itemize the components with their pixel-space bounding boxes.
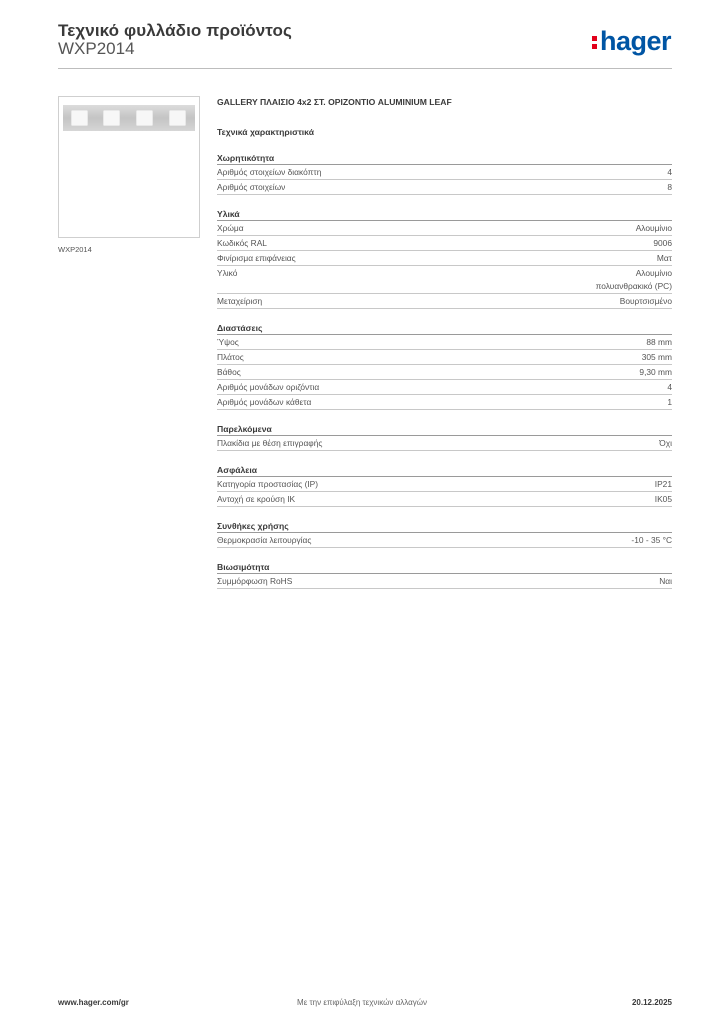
- spec-row: [217, 380, 672, 395]
- spec-label: Αριθμός μονάδων οριζόντια: [217, 382, 320, 392]
- spec-section: [217, 208, 672, 309]
- product-name: GALLERY ΠΛΑΙΣΙΟ 4x2 ΣΤ. ΟΡΙΖΟΝΤΙΟ ALUMINIUM LEAF: [217, 97, 452, 107]
- spec-sections: [217, 152, 672, 589]
- spec-section: [217, 423, 672, 451]
- spec-label: Πλάτος: [217, 352, 244, 362]
- spec-label: Χρώμα: [217, 223, 244, 233]
- spec-row: [217, 492, 672, 507]
- spec-section: [217, 561, 672, 589]
- frame-opening: [71, 110, 88, 126]
- section-title: Βιωσιμότητα: [217, 561, 672, 574]
- spec-label: Θερμοκρασία λειτουργίας: [217, 535, 312, 545]
- spec-row: [217, 165, 672, 180]
- footer-disclaimer: Με την επιφύλαξη τεχνικών αλλαγών: [297, 998, 427, 1007]
- spec-label: Φινίρισμα επιφάνειας: [217, 253, 296, 263]
- spec-value: IK05: [654, 494, 672, 504]
- spec-row: [217, 533, 672, 548]
- spec-value: 9,30 mm: [639, 367, 672, 377]
- spec-value: Ματ: [656, 253, 672, 263]
- spec-value: Αλουμίνιο: [635, 223, 672, 233]
- section-title: Παρελκόμενα: [217, 423, 672, 436]
- spec-row: [217, 335, 672, 350]
- spec-label: Αντοχή σε κρούση IK: [217, 494, 296, 504]
- spec-section: [217, 464, 672, 507]
- product-code: WXP2014: [58, 39, 135, 58]
- spec-row: [217, 436, 672, 451]
- spec-label: Αριθμός στοιχείων: [217, 182, 286, 192]
- frame-opening: [136, 110, 153, 126]
- spec-row: [217, 365, 672, 380]
- spec-label: Αριθμός στοιχείων διακόπτη: [217, 167, 322, 177]
- spec-row: [217, 180, 672, 195]
- spec-row: [217, 251, 672, 266]
- frame-plate-illustration: [63, 105, 195, 131]
- document-title: Τεχνικό φυλλάδιο προϊόντος: [58, 21, 292, 40]
- spec-label: Αριθμός μονάδων κάθετα: [217, 397, 312, 407]
- spec-row: [217, 477, 672, 492]
- product-image: [58, 96, 200, 238]
- spec-value: 4: [667, 382, 672, 392]
- spec-row: [217, 574, 672, 589]
- spec-value: 9006: [653, 238, 672, 248]
- image-caption: WXP2014: [58, 245, 92, 254]
- spec-value: Αλουμίνιο πολυανθρακικό (PC): [595, 268, 672, 291]
- section-title: Υλικά: [217, 208, 672, 221]
- spec-value: Ναι: [659, 576, 672, 586]
- spec-section: [217, 152, 672, 195]
- spec-value: 1: [667, 397, 672, 407]
- spec-label: Μεταχείριση: [217, 296, 263, 306]
- spec-value: Όχι: [659, 438, 672, 448]
- spec-value: IP21: [654, 479, 672, 489]
- spec-value: 8: [667, 182, 672, 192]
- spec-section: [217, 520, 672, 548]
- spec-value: 88 mm: [646, 337, 672, 347]
- frame-opening: [169, 110, 186, 126]
- spec-row: [217, 395, 672, 410]
- spec-section: [217, 322, 672, 410]
- spec-label: Υλικό: [217, 268, 238, 278]
- spec-label: Κωδικός RAL: [217, 238, 267, 248]
- hager-logo: [592, 26, 671, 56]
- spec-value: 305 mm: [641, 352, 672, 362]
- spec-label: Ύψος: [217, 337, 239, 347]
- header-divider: [58, 68, 672, 69]
- spec-label: Κατηγορία προστασίας (IP): [217, 479, 319, 489]
- specs-subtitle: Τεχνικά χαρακτηριστικά: [217, 127, 314, 137]
- spec-row: [217, 266, 672, 294]
- logo-dots-icon: [592, 33, 598, 52]
- frame-opening: [103, 110, 120, 126]
- spec-value: 4: [667, 167, 672, 177]
- footer-date: 20.12.2025: [631, 998, 672, 1007]
- spec-label: Συμμόρφωση RoHS: [217, 576, 293, 586]
- spec-row: [217, 221, 672, 236]
- spec-row: [217, 294, 672, 309]
- spec-label: Βάθος: [217, 367, 241, 377]
- specifications: [217, 95, 672, 589]
- spec-label: Πλακίδια με θέση επιγραφής: [217, 438, 323, 448]
- spec-value: -10 - 35 °C: [631, 535, 672, 545]
- spec-value: Βουρτσισμένο: [619, 296, 672, 306]
- spec-row: [217, 350, 672, 365]
- section-title: Χωρητικότητα: [217, 152, 672, 165]
- spec-row: [217, 236, 672, 251]
- logo-text: hager: [600, 26, 672, 56]
- section-title: Ασφάλεια: [217, 464, 672, 477]
- footer-website-link[interactable]: www.hager.com/gr: [58, 998, 129, 1007]
- section-title: Διαστάσεις: [217, 322, 672, 335]
- section-title: Συνθήκες χρήσης: [217, 520, 672, 533]
